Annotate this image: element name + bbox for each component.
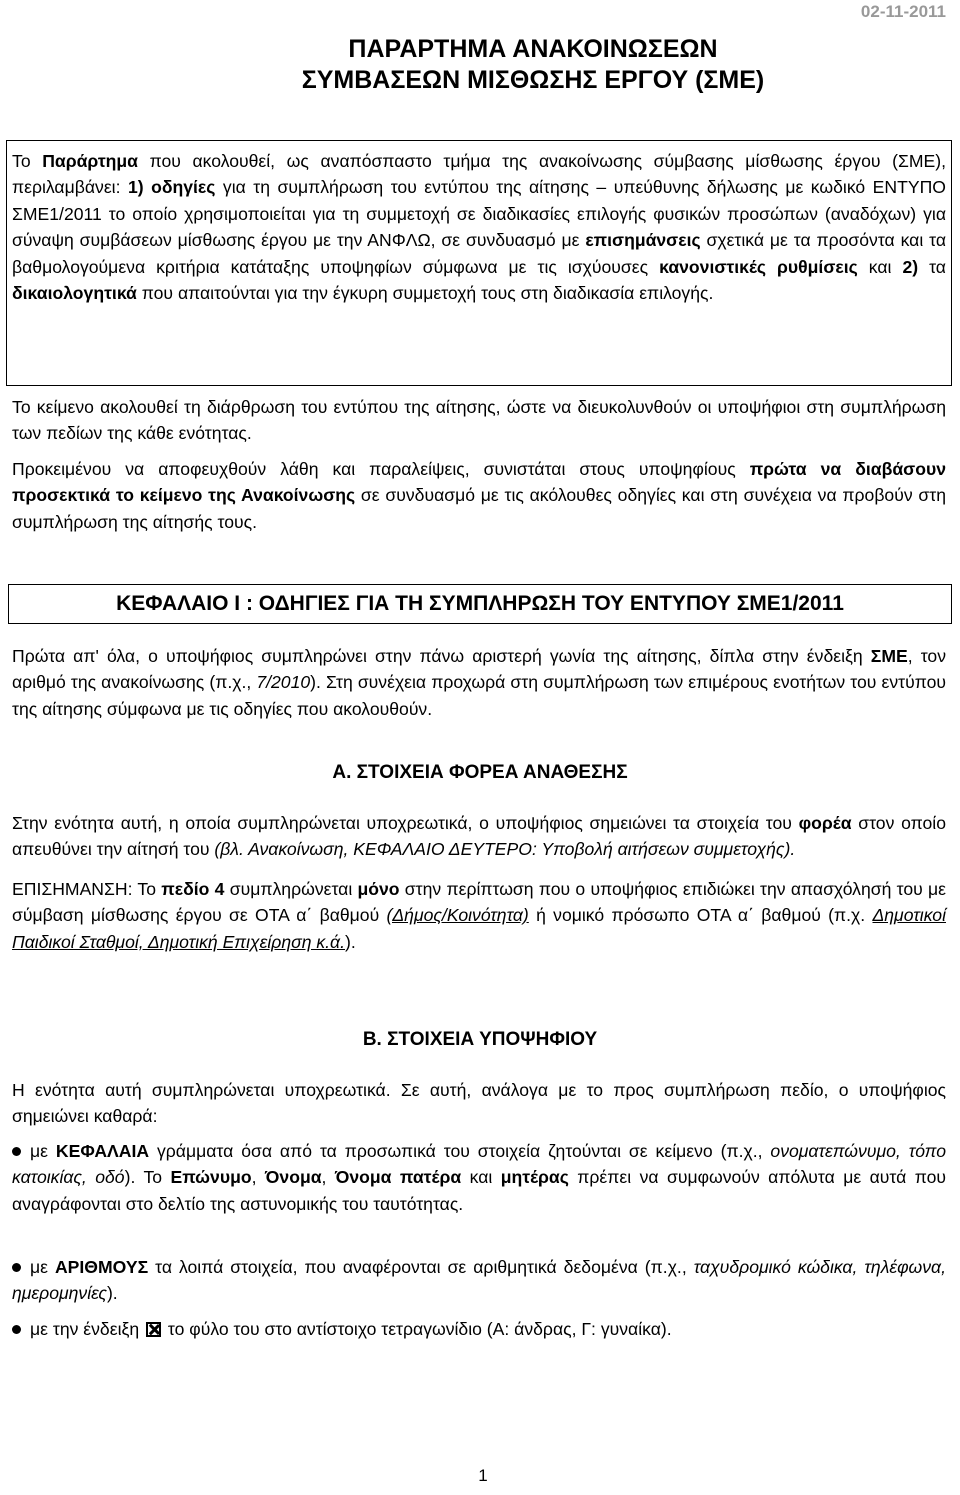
bullet-dot-icon (12, 1147, 21, 1156)
paragraph-structure: Το κείμενο ακολουθεί τη διάρθρωση του εντύπου της αίτησης, ώστε να διευκολυνθούν οι υποψήφιοι στη συμπλήρωση των πεδίων της κάθε ενότητας. (12, 397, 946, 444)
chapter-title: ΚΕΦΑΛΑΙΟ Ι : ΟΔΗΓΙΕΣ ΓΙΑ ΤΗ ΣΥΜΠΛΗΡΩΣΗ ΤΟΥ ΕΝΤΥΠΟΥ ΣΜΕ1/2011 (116, 592, 844, 615)
intro-paragraph: Το Παράρτημα που ακολουθεί, ως αναπόσπαστο τμήμα της ανακοίνωσης σύμβασης μίσθωσης έργου (ΣΜΕ), περιλαμβάνει: 1) οδηγίες για τη συμπλήρωση του εντύπου της αίτησης – υπεύθυνης δήλωσης με κωδικό ΕΝΤΥΠΟ ΣΜΕ1/2011 το οποίο χρησιμοποιείται για τη συμμετοχή σε διαδικασίες επιλογής φυσικών προσώπων (αναδόχων) για σύναψη συμβάσεων μίσθωσης έργου με την ΑΝΦΛΩ, σε συνδυασμό με επισημάνσεις σχετικά με τα προσόντα και τα βαθμολογούμενα κριτήρια κατάταξης υποψηφίων σύμφωνα με τις ισχύουσες κανονιστικές ρυθμίσεις και 2) τα δικαιολογητικά που απαιτούνται για την έγκυρη συμμετοχή τους στη διαδικασία επιλογής. (12, 151, 946, 304)
section-a-notice: ΕΠΙΣΗΜΑΝΣΗ: Το πεδίο 4 συμπληρώνεται μόνο στην περίπτωση που ο υποψήφιος επιδιώκει την απασχόλησή του με σύμβαση μίσθωσης έργου σε ΟΤΑ α΄ βαθμού (Δήμος/Κοινότητα) ή νομικό πρόσωπο ΟΤΑ α΄ βαθμού (π.χ. Δημοτικοί Παιδικοί Σταθμοί, Δημοτική Επιχείρηση κ.ά.). (12, 879, 946, 952)
section-b-title: Β. ΣΤΟΙΧΕΙΑ ΥΠΟΨΗΦΙΟΥ (362, 1029, 598, 1050)
paragraph-advice: Προκειμένου να αποφευχθούν λάθη και παραλείψεις, συνιστάται στους υποψηφίους πρώτα να διαβάσουν προσεκτικά το κείμενο της Ανακοίνωσης σε συνδυασμό με τις ακόλουθες οδηγίες και στη συνέχεια να προβούν στη συμπλήρωση της αίτησής τους. (12, 459, 946, 532)
bullet-dot-icon (12, 1325, 21, 1334)
title-line-1: ΠΑΡΑΡΤΗΜΑ ΑΝΑΚΟΙΝΩΣΕΩΝ (348, 35, 718, 63)
document-title (0, 34, 960, 96)
section-a-paragraph-1: Στην ενότητα αυτή, η οποία συμπληρώνεται υποχρεωτικά, ο υποψήφιος σημειώνει τα στοιχεία του φορέα στον οποίο απευθύνει την αίτησή του (βλ. Ανακοίνωση, ΚΕΦΑΛΑΙΟ ΔΕΥΤΕΡΟ: Υποβολή αιτήσεων συμμετοχής). (12, 813, 946, 860)
title-line-2: ΣΥΜΒΑΣΕΩΝ ΜΙΣΘΩΣΗΣ ΕΡΓΟΥ (ΣΜΕ) (301, 66, 765, 94)
section-a-title: Α. ΣΤΟΙΧΕΙΑ ΦΟΡΕΑ ΑΝΑΘΕΣΗΣ (332, 762, 628, 783)
bullet-item-gender: με την ένδειξη το φύλο του στο αντίστοιχο τετραγωνίδιο (Α: άνδρας, Γ: γυναίκα). (12, 1316, 946, 1342)
paragraph-first-step: Πρώτα απ' όλα, ο υποψήφιος συμπληρώνει στην πάνω αριστερή γωνία της αίτησης, δίπλα στην ένδειξη ΣΜΕ, τον αριθμό της ανακοίνωσης (π.χ., 7/2010). Στη συνέχεια προχωρά στη συμπλήρωση των επιμέρους ενοτήτων του εντύπου της αίτησης σύμφωνα με τις οδηγίες που ακολουθούν. (12, 646, 947, 719)
bullet-item-numbers: με ΑΡΙΘΜΟΥΣ τα λοιπά στοιχεία, που αναφέρονται σε αριθμητικά δεδομένα (π.χ., ταχυδρομικό κώδικα, τηλέφωνα, ημερομηνίες). (12, 1257, 946, 1304)
page-number: 1 (478, 1466, 488, 1485)
checked-box-icon (146, 1322, 161, 1337)
document-date: 02-11-2011 (860, 2, 946, 21)
bullet-item-capitals: με ΚΕΦΑΛΑΙΑ γράμματα όσα από τα προσωπικά του στοιχεία ζητούνται σε κείμενο (π.χ., ονοματεπώνυμο, τόπο κατοικίας, οδό). Το Επώνυμο, Όνομα, Όνομα πατέρα και μητέρας πρέπει να συμφωνούν απόλυτα με αυτά που αναγράφονται στο δελτίο της αστυνομικής του ταυτότητας. (12, 1141, 946, 1214)
bullet-dot-icon (12, 1263, 21, 1272)
section-b-paragraph: Η ενότητα αυτή συμπληρώνεται υποχρεωτικά. Σε αυτή, ανάλογα με το προς συμπλήρωση πεδίο, ο υποψήφιος σημειώνει καθαρά: (12, 1080, 946, 1127)
